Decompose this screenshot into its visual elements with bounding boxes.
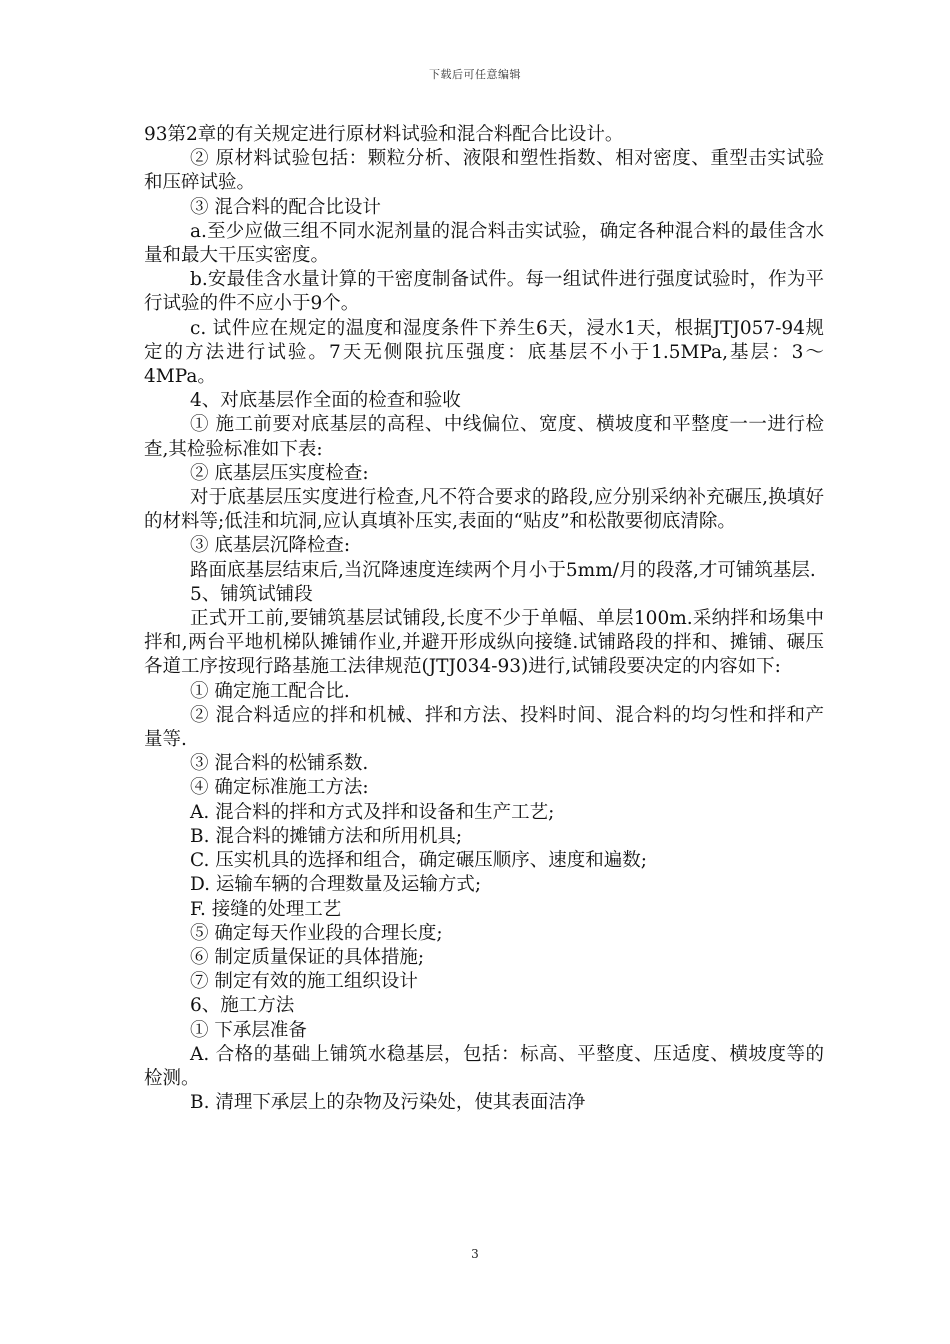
paragraph: 对于底基层压实度进行检查,凡不符合要求的路段,应分别采纳补充碾压,换填好的材料等;低洼和坑洞,应认真填补压实,表面的“贴皮”和松散要彻底清除。 [144,487,824,533]
paragraph: ② 混合料适应的拌和机械、拌和方法、投料时间、混合料的均匀性和拌和产量等. [144,704,824,751]
paragraph: ③ 混合料的松铺系数. [190,753,369,775]
paragraph: 93第2章的有关规定进行原材料试验和混合料配合比设计。 [144,124,624,145]
paragraph: ⑤ 确定每天作业段的合理长度; [190,922,443,944]
paragraph: ③ 底基层沉降检查: [190,535,351,557]
paragraph: B. 清理下承层上的杂物及污染处，使其表面洁净 [190,1092,586,1114]
paragraph: ④ 确定标准施工方法: [190,777,369,799]
paragraph: ② 底基层压实度检查: [190,462,369,484]
paragraph: A. 合格的基础上铺筑水稳基层，包括：标高、平整度、压适度、横坡度等的检测。 [144,1043,824,1089]
page-header: 下载后可任意编辑 [429,68,521,81]
paragraph: A. 混合料的拌和方式及拌和设备和生产工艺; [190,801,555,823]
paragraph: 4、对底基层作全面的检查和验收 [190,390,461,412]
paragraph: ① 下承层准备 [190,1019,307,1041]
paragraph: F. 接缝的处理工艺 [190,898,342,920]
paragraph: D. 运输车辆的合理数量及运输方式; [190,874,482,896]
paragraph: ① 确定施工配合比. [190,680,350,702]
paragraph: B. 混合料的摊铺方法和所用机具; [190,825,463,847]
paragraph: 正式开工前,要铺筑基层试铺段,长度不少于单幅、单层100m.采纳拌和场集中拌和,两台平地机梯队摊铺作业,并避开形成纵向接缝.试铺路段的拌和、摊铺、碾压各道工序按现行路基施工法律规范(JTJ034-93)进行,试铺段要决定的内容如下: [144,608,824,678]
page-number: 3 [471,1247,479,1261]
paragraph: 路面底基层结束后,当沉降速度连续两个月小于5mm/月的段落,才可铺筑基层. [190,559,816,581]
document-body [144,123,824,1115]
paragraph: a.至少应做三组不同水泥剂量的混合料击实试验，确定各种混合料的最佳含水量和最大干压实密度。 [144,220,824,267]
paragraph: b.安最佳含水量计算的干密度制备试件。每一组试件进行强度试验时，作为平行试验的件不应小于9个。 [144,269,824,315]
paragraph: ② 原材料试验包括：颗粒分析、液限和塑性指数、相对密度、重型击实试验和压碎试验。 [144,148,824,194]
paragraph: c. 试件应在规定的温度和湿度条件下养生6天，浸水1天，根据JTJ057-94规定的方法进行试验。7天无侧限抗压强度：底基层不小于1.5MPa,基层：3～4MPa。 [144,317,824,388]
paragraph: ① 施工前要对底基层的高程、中线偏位、宽度、横坡度和平整度一一进行检查,其检验标准如下表: [144,414,824,460]
paragraph: ③ 混合料的配合比设计 [190,196,381,218]
paragraph: ⑦ 制定有效的施工组织设计 [190,971,418,993]
paragraph: 6、施工方法 [190,995,295,1017]
paragraph: 5、铺筑试铺段 [190,583,313,605]
paragraph: ⑥ 制定质量保证的具体措施; [190,946,425,968]
paragraph: C. 压实机具的选择和组合，确定碾压顺序、速度和遍数; [190,850,647,872]
